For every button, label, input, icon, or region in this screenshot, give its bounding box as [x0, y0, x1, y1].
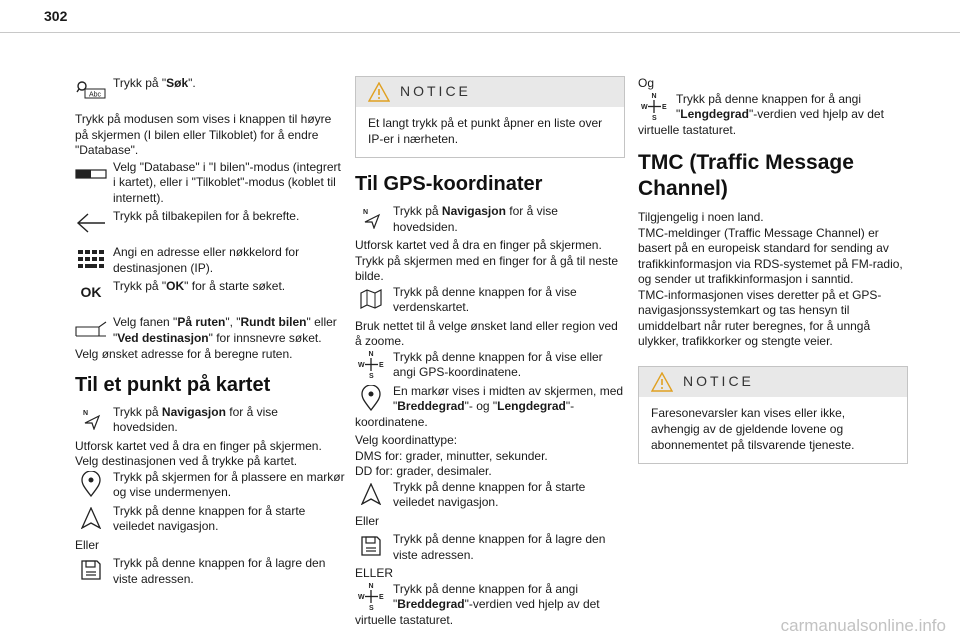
- notice-body: Et langt trykk på et punkt åpner en liste over IP-er i nærheten.: [368, 116, 603, 146]
- watermark: carmanualsonline.info: [780, 616, 946, 635]
- search-abc-icon: [75, 76, 107, 104]
- column-2: [355, 76, 625, 631]
- map-pin-icon: [75, 470, 107, 498]
- svg-text:N: N: [651, 92, 657, 100]
- svg-text:S: S: [369, 604, 374, 611]
- heading-map-point: Til et punkt på kartet: [75, 373, 271, 396]
- explore-text: Utforsk kartet ved å dra en finger på skjermen.: [75, 438, 322, 453]
- svg-text:E: E: [379, 593, 384, 601]
- svg-text:S: S: [652, 114, 657, 121]
- svg-text:N: N: [363, 209, 369, 216]
- notice-box: [638, 366, 908, 464]
- notice-title: NOTICE: [683, 372, 754, 389]
- dd-text: DD for: grader, desimaler.: [355, 464, 492, 478]
- back-step: Trykk på tilbakepilen for å bekrefte.: [75, 209, 345, 237]
- nav-step: N Trykk på Navigasjon for å vise hovedsiden.: [75, 405, 345, 436]
- back-arrow-icon: [75, 209, 107, 237]
- ok-step: OK Trykk på "OK" for å starte søket.: [75, 279, 345, 307]
- tab-step: Velg fanen "På ruten", "Rundt bilen" eller "Ved destinasjon" for innsnevre søket.: [75, 315, 345, 346]
- start-step: Trykk på denne knappen for å starte veiledet navigasjon.: [75, 504, 345, 535]
- save-step: Trykk på denne knappen for å lagre den viste adressen.: [75, 556, 345, 587]
- svg-text:W: W: [641, 103, 648, 111]
- svg-text:N: N: [83, 409, 89, 417]
- ok-icon: OK: [80, 284, 102, 301]
- compass-icon: [638, 92, 670, 120]
- move-text: Trykk på skjermen med en finger for å gå til neste bilde.: [355, 253, 619, 283]
- navigation-arrow-icon: [355, 204, 387, 232]
- tmc-paragraph-2: TMC-informasjonen vises deretter på et GPS-navigasjonssystemkart og tas hensyn til umiddelbart når ruter beregnes, for å unngå ulykker, trafikkorker og stengte veier.: [638, 287, 882, 348]
- compass-icon: [355, 582, 387, 610]
- svg-text:S: S: [369, 372, 374, 379]
- svg-text:E: E: [662, 103, 667, 111]
- mode-paragraph: Trykk på modusen som vises i knappen til høyre på skjermen (I bilen eller Tilkoblet) for å endre "Database".: [75, 112, 332, 157]
- save-step: Trykk på denne knappen for å lagre den viste adressen.: [355, 532, 625, 563]
- notice-body: Faresonevarsler kan vises eller ikke, avhengig av de gjeldende lovene og abonnementet på tilsvarende tjeneste.: [651, 405, 855, 452]
- start-navigation-icon: [75, 504, 107, 532]
- column-1: [75, 76, 345, 590]
- svg-text:N: N: [368, 582, 374, 590]
- explore-text: Utforsk kartet ved å dra en finger på skjermen.: [355, 238, 602, 252]
- nav-step: N Trykk på Navigasjon for å vise hovedsiden.: [355, 204, 625, 235]
- database-step: Velg "Database" i "I bilen"-modus (integrert i kartet), eller i "Tilkoblet"-modus (koblet til internett).: [75, 160, 345, 207]
- svg-text:Abc: Abc: [88, 91, 102, 99]
- svg-text:W: W: [358, 593, 365, 601]
- and-text: Og: [638, 76, 655, 90]
- page-number: 302: [44, 8, 68, 24]
- marker-step: En markør vises i midten av skjermen, med "Breddegrad"- og "Lengdegrad"-koordinatene.: [355, 383, 624, 429]
- save-icon: [75, 556, 107, 584]
- dms-text: DMS for: grader, minutter, sekunder.: [355, 448, 548, 463]
- database-toggle-icon: [75, 160, 107, 188]
- latitude-step: N W E S Trykk på denne knappen for å angi "Breddegrad"-verdien ved hjelp av det virtuelle tastaturet.: [355, 581, 600, 627]
- or-caps-text: ELLER: [355, 566, 394, 580]
- compass-icon: [355, 350, 387, 378]
- address-step: Angi en adresse eller nøkkelord for destinasjonen (IP).: [75, 245, 345, 276]
- top-divider: [0, 32, 960, 33]
- longitude-step: N W E S Trykk på denne knappen for å angi "Lengdegrad"-verdien ved hjelp av det virtuelle tastaturet.: [638, 91, 884, 137]
- notice-title: NOTICE: [400, 83, 471, 100]
- keyboard-icon: [75, 245, 107, 273]
- choose-text: Velg destinasjonen ved å trykke på kartet.: [75, 454, 298, 468]
- svg-text:E: E: [379, 361, 384, 369]
- notice-box: [355, 76, 625, 158]
- tmc-paragraph-1: TMC-meldinger (Traffic Message Channel) er basert på en europeisk standard for sending av trafikkinformasjon via RDS-systemet på FM-radio, og sender ut trafikkinformasjon i sanntid.: [638, 225, 903, 286]
- svg-text:W: W: [358, 361, 365, 369]
- world-map-icon: [355, 285, 387, 313]
- availability-text: Tilgjengelig i noen land.: [638, 210, 764, 224]
- coord-type-text: Velg koordinattype:: [355, 433, 458, 447]
- gps-step: N W E S Trykk på denne knappen for å vise eller angi GPS-koordinatene.: [355, 350, 625, 381]
- column-3: [638, 76, 908, 478]
- start-navigation-icon: [355, 480, 387, 508]
- warning-triangle-icon: [368, 82, 390, 102]
- search-step: Abc Trykk på "Søk".: [75, 76, 345, 104]
- world-map-step: Trykk på denne knappen for å vise verdenskartet.: [355, 285, 625, 316]
- svg-text:N: N: [368, 350, 374, 358]
- grid-text: Bruk nettet til å velge ønsket land eller region ved å zoome.: [355, 318, 618, 348]
- heading-gps: Til GPS-koordinater: [355, 173, 543, 195]
- navigation-arrow-icon: [75, 405, 107, 433]
- heading-tmc: TMC (Traffic Message Channel): [638, 151, 854, 200]
- or-text: Eller: [355, 513, 380, 528]
- tab-icon: [75, 315, 107, 343]
- or-text: Eller: [75, 537, 100, 552]
- select-address-text: Velg ønsket adresse for å beregne ruten.: [75, 347, 293, 361]
- save-icon: [355, 532, 387, 560]
- start-step: Trykk på denne knappen for å starte veiledet navigasjon.: [355, 480, 625, 511]
- marker-step: Trykk på skjermen for å plassere en markør og vise undermenyen.: [75, 470, 345, 501]
- warning-triangle-icon: [651, 372, 673, 392]
- map-pin-icon: [355, 384, 387, 412]
